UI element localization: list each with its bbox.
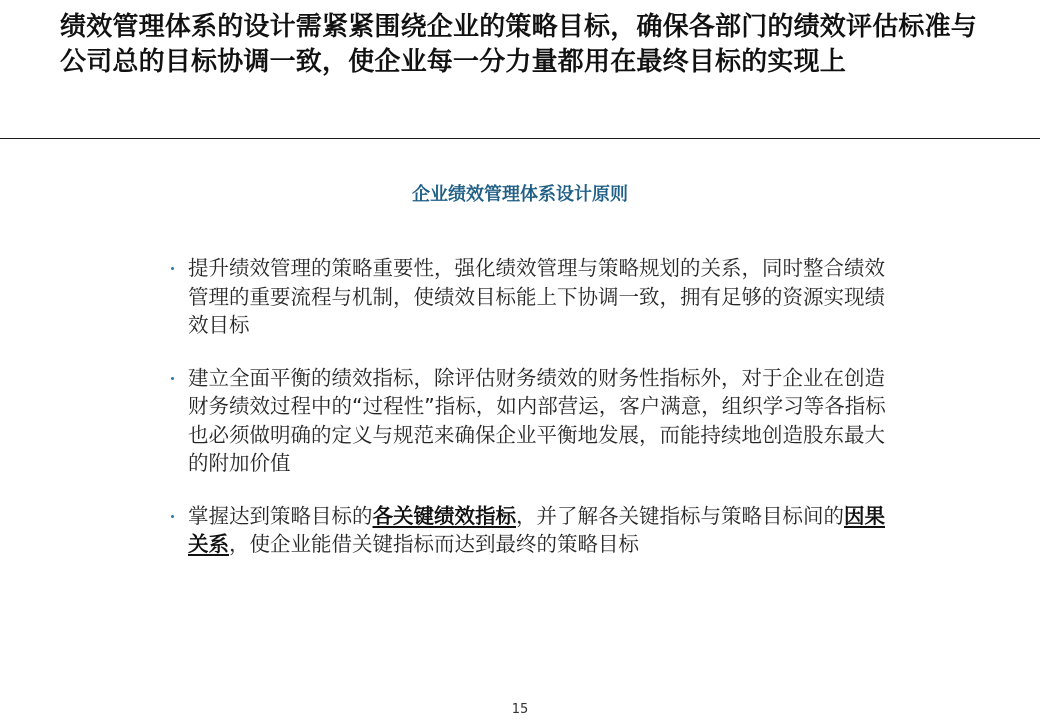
page-number: 15 — [511, 702, 529, 717]
slide-title: 绩效管理体系的设计需紧紧围绕企业的策略目标，确保各部门的绩效评估标准与公司总的目标协调一致，使企业每一分力量都用在最终目标的实现上 — [60, 12, 978, 77]
bullet-icon — [171, 515, 174, 518]
principle-text-part: 掌握达到策略目标的 — [188, 503, 373, 528]
bullet-icon — [171, 377, 174, 380]
principle-text: 提升绩效管理的策略重要性，强化绩效管理与策略规划的关系，同时整合绩效管理的重要流程与机制，使绩效目标能上下协调一致，拥有足够的资源实现绩效目标 — [188, 256, 885, 337]
principle-text-part: ，并了解各关键指标与策略目标间的 — [516, 503, 844, 528]
title-divider — [0, 138, 1040, 139]
principle-text: 建立全面平衡的绩效指标，除评估财务绩效的财务性指标外，对于企业在创造财务绩效过程中的“过程性”指标，如内部营运，客户满意，组织学习等各指标也必须做明确的定义与规范来确保企业平衡地发展，而能持续地创造股东最大的附加价值 — [188, 365, 886, 475]
emphasis-key-indicators: 各关键绩效指标 — [372, 503, 516, 528]
bullet-icon — [171, 267, 174, 270]
section-heading: 企业绩效管理体系设计原则 — [412, 184, 628, 205]
principles-list — [168, 254, 888, 583]
principle-item — [168, 364, 888, 478]
principle-text-part: ，使企业能借关键指标而达到最终的策略目标 — [229, 532, 639, 556]
emphasis-causality: 因果关系 — [188, 503, 885, 556]
principle-item — [168, 502, 888, 559]
principle-item — [168, 254, 888, 340]
